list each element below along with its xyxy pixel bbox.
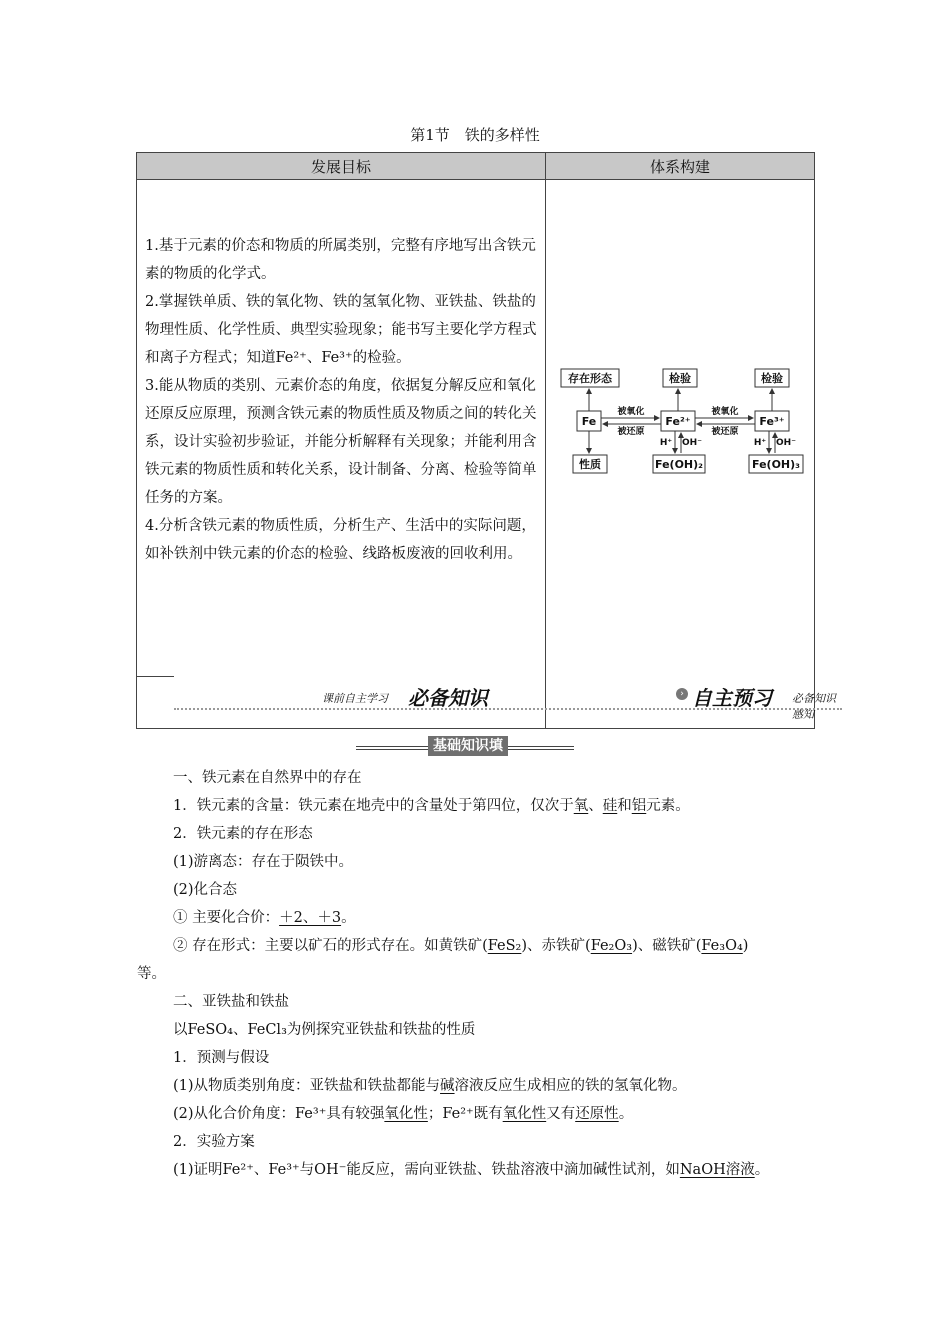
paragraph: 等。 bbox=[137, 966, 166, 982]
diagram-exist-form: 存在形态 bbox=[568, 372, 612, 385]
banner-separator-icon: › bbox=[676, 688, 688, 700]
diagram-reduced-2: 被还原 bbox=[711, 427, 739, 437]
diagram-property: 性质 bbox=[579, 458, 601, 471]
table-bottom-stub bbox=[136, 676, 174, 677]
paragraph-category: (1)从物质类别角度：亚铁盐和铁盐都能与碱溶液反应生成相应的铁的氢氧化物。 bbox=[173, 1078, 687, 1094]
goals-table bbox=[136, 152, 815, 729]
diagram-fe2: Fe²⁺ bbox=[665, 415, 691, 428]
answer-fe2o3: Fe₂O₃ bbox=[590, 938, 633, 954]
banner-right-label: 必备知识感知 bbox=[792, 692, 836, 721]
paragraph-experiment: (1)证明Fe²⁺、Fe³⁺与OH⁻能反应，需向亚铁盐、铁盐溶液中滴加碱性试剂，如NaOH溶液。 bbox=[173, 1162, 770, 1178]
diagram-reduced-1: 被还原 bbox=[617, 427, 645, 437]
answer-aluminum: 铝 bbox=[631, 798, 647, 814]
paragraph: 2．实验方案 bbox=[173, 1134, 255, 1150]
banner-left-label: 课前自主学习 bbox=[322, 692, 388, 705]
answer-fe3o4: Fe₃O₄ bbox=[701, 938, 743, 954]
section-banner bbox=[174, 684, 842, 721]
answer-silicon: 硅 bbox=[602, 798, 618, 814]
diagram-h-2: H⁺ bbox=[753, 438, 767, 448]
diagram-h-1: H⁺ bbox=[659, 438, 673, 448]
goals-header: 发展目标 bbox=[137, 153, 546, 180]
answer-reducing: 还原性 bbox=[575, 1106, 619, 1122]
section-heading-label: 基础知识填充 bbox=[428, 736, 508, 756]
paragraph: (2)化合态 bbox=[173, 882, 238, 898]
system-header: 体系构建 bbox=[546, 153, 815, 180]
diagram-feoh3: Fe(OH)₃ bbox=[752, 458, 800, 471]
main-content bbox=[137, 764, 814, 1184]
answer-base: 碱 bbox=[440, 1078, 455, 1094]
paragraph: 2．铁元素的存在形态 bbox=[173, 826, 313, 842]
heading-1: 一、铁元素在自然界中的存在 bbox=[173, 770, 362, 786]
answer-naoh: NaOH溶液 bbox=[679, 1162, 755, 1178]
paragraph-valence: ① 主要化合价：＋2、＋3。 bbox=[173, 910, 356, 926]
diagram-oxidized-1: 被氧化 bbox=[617, 407, 645, 417]
diagram-oh-1: OH⁻ bbox=[682, 438, 702, 448]
banner-title-2: 自主预习 bbox=[692, 686, 772, 710]
paragraph-minerals: ② 存在形式：主要以矿石的形式存在。如黄铁矿(FeS₂)、赤铁矿(Fe₂O₃)、磁铁矿(Fe₃O₄) bbox=[173, 938, 749, 954]
diagram-oxidized-2: 被氧化 bbox=[711, 407, 739, 417]
goal-item: 3.能从物质的类别、元素价态的角度，依据复分解反应和氧化还原反应原理，预测含铁元素的物质性质及物质之间的转化关系，设计实验初步验证，并能分析解释有关现象；并能利用含铁元素的物质性质和转化关系，设计制备、分离、检验等简单任务的方案。 bbox=[145, 378, 537, 506]
goals-cell bbox=[137, 180, 546, 729]
paragraph: 1．预测与假设 bbox=[173, 1050, 270, 1066]
banner-title-1: 必备知识 bbox=[408, 686, 488, 710]
answer-oxidizing-1: 氧化性 bbox=[384, 1106, 428, 1122]
diagram-oh-2: OH⁻ bbox=[776, 438, 796, 448]
system-cell bbox=[546, 180, 815, 729]
heading-2: 二、亚铁盐和铁盐 bbox=[173, 994, 289, 1010]
goal-item: 2.掌握铁单质、铁的氧化物、铁的氢氧化物、亚铁盐、铁盐的物理性质、化学性质、典型实验现象；能书写主要化学方程式和离子方程式；知道Fe²⁺、Fe³⁺的检验。 bbox=[145, 294, 537, 366]
paragraph: 以FeSO₄、FeCl₃为例探究亚铁盐和铁盐的性质 bbox=[173, 1022, 476, 1038]
banner-divider bbox=[174, 708, 842, 710]
answer-oxygen: 氧 bbox=[573, 798, 589, 814]
diagram-fe: Fe bbox=[581, 415, 597, 428]
paragraph-valence-angle: (2)从化合价角度：Fe³⁺具有较强氧化性；Fe²⁺既有氧化性又有还原性。 bbox=[173, 1106, 634, 1122]
answer-fes2: FeS₂ bbox=[487, 938, 522, 954]
section-heading bbox=[356, 736, 574, 774]
answer-valence: ＋2、＋3 bbox=[279, 910, 342, 926]
diagram-test-1: 检验 bbox=[669, 372, 691, 385]
iron-concept-diagram bbox=[547, 181, 813, 677]
diagram-feoh2: Fe(OH)₂ bbox=[655, 458, 703, 471]
page-title: 第1节 铁的多样性 bbox=[410, 126, 540, 144]
diagram-test-2: 检验 bbox=[761, 372, 783, 385]
goal-item: 4.分析含铁元素的物质性质，分析生产、生活中的实际问题，如补铁剂中铁元素的价态的检验、线路板废液的回收利用。 bbox=[145, 518, 536, 562]
answer-oxidizing-2: 氧化性 bbox=[502, 1106, 547, 1122]
paragraph: (1)游离态：存在于陨铁中。 bbox=[173, 854, 354, 870]
diagram-fe3: Fe³⁺ bbox=[759, 415, 785, 428]
goal-item: 1.基于元素的价态和物质的所属类别，完整有序地写出含铁元素的物质的化学式。 bbox=[145, 238, 536, 282]
paragraph-iron-content: 1．铁元素的含量：铁元素在地壳中的含量处于第四位，仅次于氧、硅和铝元素。 bbox=[173, 798, 690, 814]
